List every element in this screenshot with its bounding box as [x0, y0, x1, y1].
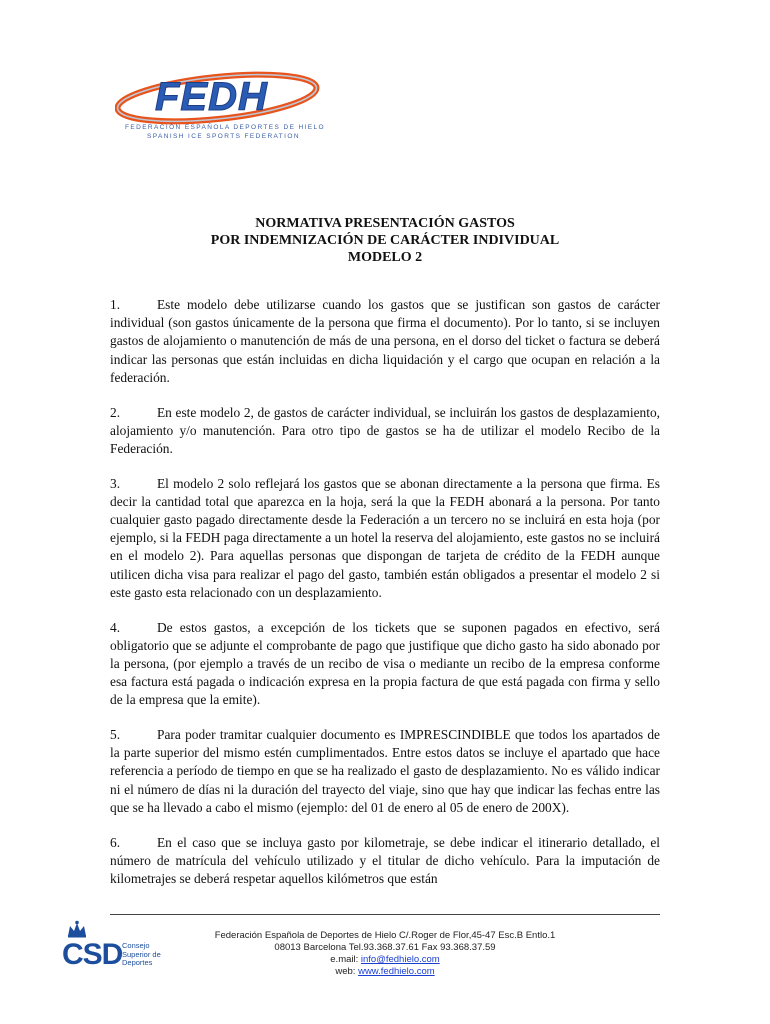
- paragraph-4: [110, 619, 660, 710]
- paragraph-text: Este modelo debe utilizarse cuando los gastos que se justifican son gastos de carácter individual (son gastos únicamente de la persona que firma el documento). Por lo tanto, si se incluyen gastos de alojamiento o manutención de más de una persona, en el dorso del ticket o factura se deberá indicar las personas que están incluidas en dicha liquidación y el cargo que ocupan en relación a la federación.: [110, 297, 660, 385]
- fedh-wordmark-graphic: [115, 70, 335, 125]
- csd-name-line-3: Deportes: [122, 958, 153, 967]
- paragraph-number: 1.: [110, 297, 121, 312]
- paragraph-number: 5.: [110, 727, 121, 743]
- paragraph-6: [110, 834, 660, 889]
- crown-icon: [66, 920, 88, 938]
- document-title: [0, 215, 770, 266]
- paragraph-text: El modelo 2 solo reflejará los gastos que se abonan directamente a la persona que firma. Es decir la cantidad total que aparezca en la hoja, será la que la FEDH abonará a la persona. Por tanto cualquier gasto pagado directamente desde la Federación a un tercero no se incluirá en esta hoja (por ejemplo, si la FEDH paga directamente a un hotel la reserva del alojamiento, este gastos no se incluirá en el modelo 2). Para aquellas personas que dispongan de tarjeta de crédito de la FEDH aunque utilicen dicha visa para realizar el pago del gasto, también están obligados a presentar el modelo 2 si este gasto esta relacionado con un desplazamiento.: [110, 475, 660, 600]
- paragraph-1: [110, 296, 660, 387]
- logo-subtitle-en: SPANISH ICE SPORTS FEDERATION: [147, 133, 300, 140]
- paragraph-text: De estos gastos, a excepción de los tickets que se suponen pagados en efectivo, será obligatorio que se adjunte el comprobante de pago que justifique que dicho gasto ha sido abonado por la persona, (por ejemplo a través de un recibo de visa o mediante un recibo de la empresa conforme esa factura está pagada o indicación expresa en la propia factura de que está pagada con firma y sello de la empresa que la emite).: [110, 619, 660, 708]
- footer-web-line: [150, 966, 620, 978]
- csd-name-line-2: Superior de: [122, 949, 161, 959]
- paragraph-3: [110, 475, 660, 602]
- csd-wordmark: CSD: [62, 938, 123, 971]
- footer-address-line: Federación Española de Deportes de Hielo C/.Roger de Flor,45-47 Esc.B Entlo.1: [214, 930, 556, 941]
- paragraph-text: Para poder tramitar cualquier documento es IMPRESCINDIBLE que todos los apartados de la parte superior del mismo estén cumplimentados. Entre estos datos se incluye el apartado que hace referencia a período de tiempo en que se ha realizado el gasto de desplazamiento. No es válido indicar ni el número de días ni la duración del trayecto del viaje, sino que hay que indicar las fechas entre las que se ha llevado a cabo el mismo (ejemplo: del 01 de enero al 05 de enero de 200X).: [110, 727, 660, 815]
- fedh-wordmark-text: FEDH: [155, 75, 268, 119]
- paragraph-number: 2.: [110, 404, 121, 420]
- footer-phone-line: 08013 Barcelona Tel.93.368.37.61 Fax 93.368.37.59: [274, 942, 496, 953]
- paragraph-text: En el caso que se incluya gasto por kilometraje, se debe indicar el itinerario detallado, el número de matrícula del vehículo utilizado y el titular de dicho vehículo. Para la imputación de kilometrajes se deberá respetar aquellos kilómetros que están: [110, 834, 660, 886]
- paragraph-number: 6.: [110, 834, 121, 850]
- title-line-2: POR INDEMNIZACIÓN DE CARÁCTER INDIVIDUAL: [210, 233, 560, 248]
- paragraph-text: En este modelo 2, de gastos de carácter individual, se incluirán los gastos de desplazamiento, alojamiento y/o manutención. Para otro tipo de gastos se ha de utilizar el modelo Recibo de la Federación.: [110, 404, 660, 456]
- logo-subtitle: [125, 123, 325, 141]
- email-link[interactable]: info@fedhielo.com: [360, 954, 440, 965]
- email-label: e.mail:: [330, 954, 361, 965]
- web-link[interactable]: www.fedhielo.com: [358, 966, 435, 977]
- title-line-1: NORMATIVA PRESENTACIÓN GASTOS: [255, 216, 515, 231]
- paragraph-5: [110, 726, 660, 817]
- paragraph-2: [110, 404, 660, 459]
- csd-name-line-1: Consejo: [122, 941, 150, 950]
- logo-subtitle-es: FEDERACIÓN ESPAÑOLA DEPORTES DE HIELO: [125, 124, 326, 131]
- title-line-3: MODELO 2: [347, 250, 423, 265]
- paragraph-number: 4.: [110, 619, 121, 635]
- web-label: web:: [335, 966, 359, 977]
- document-body: [110, 296, 660, 905]
- paragraph-number: 3.: [110, 475, 121, 491]
- footer-address: [150, 930, 620, 978]
- footer-email-line: [150, 954, 620, 966]
- footer-divider: [110, 914, 660, 915]
